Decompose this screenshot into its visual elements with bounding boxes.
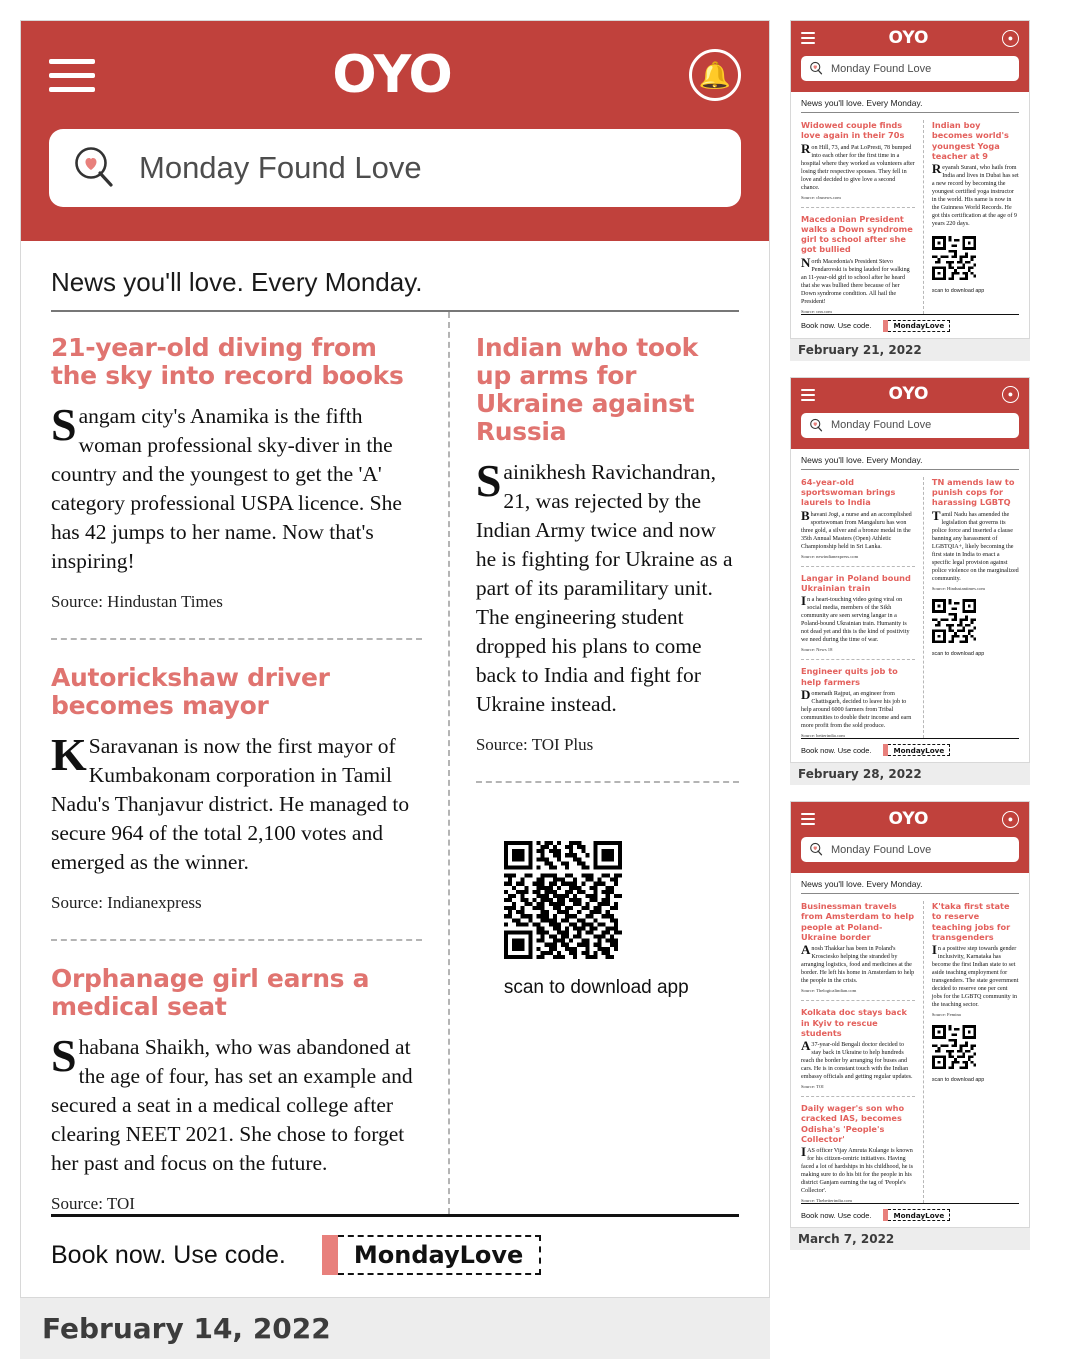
article-columns (801, 477, 1019, 738)
promo-code-text: MondayLove (888, 744, 950, 756)
oyo-logo: OYO (888, 27, 929, 48)
newsletter-thumb-feb-28[interactable] (790, 377, 1048, 785)
search-input-value[interactable]: Monday Found Love (831, 843, 932, 856)
article-source: Source: News 18 (801, 647, 833, 653)
newsletter-date-feb-14: February 14, 2022 (20, 1298, 770, 1359)
qr-caption: scan to download app (931, 650, 985, 657)
qr-code-icon (504, 841, 622, 959)
hamburger-line (801, 42, 815, 44)
article-item (801, 901, 915, 993)
article-source: Source: Thelogicalindian.com (801, 988, 857, 994)
left-article-column (801, 901, 924, 1203)
article-body: A37-year-old Bengali doctor decided to stay back in Ukraine to help hundreds reach the border by arranging for buses and cars. He is in constant touch with the Indian embassy officials and getting regular updates. (801, 1038, 913, 1081)
article-title: Businessman travels from Amsterdam to help people at Poland-Ukraine border (801, 901, 915, 942)
article-item (932, 901, 1019, 1017)
article-source: Source: Indianexpress (51, 893, 202, 913)
article-title: Widowed couple finds love again in their 70s (801, 120, 905, 141)
article-source: Source: cbsnews.com (801, 194, 841, 200)
right-article-column (924, 477, 1019, 738)
article-item (476, 334, 739, 755)
right-article-column (450, 312, 739, 1214)
search-input-value[interactable]: Monday Found Love (831, 419, 932, 432)
book-now-text: Book now. Use code. (801, 321, 872, 331)
promo-code-chip[interactable] (883, 1209, 950, 1221)
article-body: Tamil Nadu has amended the legislation that governs its police force and inserted a clause banning any harassment of LGBTQIA+, likely becoming the first state in India to enact a specific legal provision against police violence on the marginalized community. (931, 507, 1019, 582)
article-item (801, 214, 915, 314)
thumb-top-bar (801, 810, 1019, 828)
article-item (801, 120, 915, 200)
promo-code-text: MondayLove (888, 320, 950, 332)
newsletter-body (21, 241, 769, 1214)
qr-caption: scan to download app (931, 1077, 985, 1084)
hamburger-line (801, 823, 815, 825)
hamburger-line (49, 59, 95, 64)
hamburger-line (801, 813, 815, 815)
newsletter-card-feb-14 (20, 20, 770, 1298)
article-source: Source: betterindia.com (801, 733, 845, 739)
book-now-text: Book now. Use code. (801, 745, 872, 755)
article-columns (801, 901, 1019, 1203)
article-title: 64-year-old sportswoman brings laurels to India (801, 476, 896, 508)
promo-code-text: MondayLove (338, 1235, 541, 1275)
article-title: Daily wager's son who cracked IAS, becomes Odisha's 'People's Collector' (801, 1103, 905, 1144)
newsletter-date-mar-07: March 7, 2022 (790, 1228, 1030, 1250)
article-divider (801, 566, 915, 567)
qr-caption: scan to download app (931, 288, 985, 295)
thumb-header (791, 21, 1029, 92)
search-bar[interactable] (801, 56, 1019, 81)
article-item (801, 477, 915, 559)
article-item (51, 965, 422, 1214)
article-divider (51, 638, 422, 640)
tagline: News you'll love. Every Monday. (51, 257, 739, 312)
qr-block (932, 599, 1019, 657)
notification-bell-icon[interactable] (1002, 811, 1019, 828)
article-title: Autorickshaw driver becomes mayor (51, 663, 330, 721)
article-item (801, 1103, 915, 1203)
search-heart-icon (809, 842, 824, 857)
notification-bell-icon[interactable] (689, 49, 741, 101)
bell-glyph: ● (1007, 32, 1014, 43)
article-body: IAS officer Vijay Amruta Kulange is known for his citizen-centric initiatives. Having faced a lot of hardships in his childhood, he is making sure to do his bit for the people in his district Ganjam earning the tag of 'People's Collector'. (801, 1144, 914, 1195)
hamburger-line (49, 87, 95, 92)
promo-chip-bar (322, 1235, 338, 1275)
article-item (51, 334, 422, 612)
oyo-logo: OYO (888, 384, 929, 405)
book-now-text: Book now. Use code. (51, 1240, 286, 1269)
article-title: Indian who took up arms for Ukraine against Russia (475, 333, 698, 446)
article-divider (801, 1000, 915, 1001)
article-item (932, 120, 1019, 228)
article-divider (51, 939, 422, 941)
article-title: Engineer quits job to help farmers (801, 666, 898, 687)
article-divider (801, 207, 915, 208)
oyo-logo: OYO (888, 808, 929, 829)
article-divider (801, 1096, 915, 1097)
search-bar[interactable] (801, 837, 1019, 862)
book-now-text: Book now. Use code. (801, 1210, 872, 1220)
thumb-footer (801, 738, 1019, 762)
right-article-column (924, 120, 1019, 314)
thumb-header (791, 378, 1029, 449)
search-bar[interactable] (801, 413, 1019, 438)
article-body: Anosh Thakkar has been in Poland's Krosciesko helping the stranded by arranging logistics, food and medicines at the border. He left his home in Amsterdam to help the people in the crisis. (801, 942, 915, 985)
newsletter-thumb-mar-07[interactable] (790, 801, 1048, 1250)
hamburger-menu-icon[interactable] (801, 389, 815, 401)
article-body: Ron Hill, 73, and Pat LoPresti, 78 bumped into each other for the first time in a hospital where they worked as volunteers after losing their respective spouses. They fell in love and decided to give love a second chance. (801, 140, 915, 191)
thumbnail-column (790, 0, 1048, 1310)
thumb-body (791, 92, 1029, 314)
article-item (801, 573, 915, 653)
article-divider (476, 781, 739, 783)
article-body: Shabana Shaikh, who was abandoned at the age of four, has set an example and secured a seat in a medical college after clearing NEET 2021. She chose to forget her past and focus on the future. (51, 1030, 413, 1176)
left-article-column (801, 120, 924, 314)
article-body: KSaravanan is now the first mayor of Kumbakonam corporation in Tamil Nadu's Thanjavur district. He managed to secure 964 of the total 2,100 votes and emerged as the winner. (51, 729, 410, 875)
hamburger-line (801, 389, 815, 391)
article-title: K'taka first state to reserve teaching jobs for transgenders (931, 901, 1011, 942)
article-source: Source: TOI (51, 1194, 135, 1214)
article-source: Source: TOI (801, 1084, 824, 1090)
qr-block (932, 1025, 1019, 1083)
hamburger-line (801, 818, 815, 820)
article-body: In a positive step towards gender inclusivity, Karnataka has become the first Indian state to set aside teaching employment for transgenders. The state government decided to reserve one per cent jobs for the LGBTQ community in the teaching sector. (931, 942, 1019, 1009)
hamburger-menu-icon[interactable] (49, 59, 95, 92)
newsletter-thumb-feb-21[interactable] (790, 20, 1048, 361)
left-article-column (801, 477, 924, 738)
article-title: Langar in Poland bound Ukrainian train (801, 572, 911, 594)
thumb-header (791, 802, 1029, 873)
newsletter-date-feb-28: February 28, 2022 (790, 763, 1030, 785)
oyo-logo: OYO (332, 45, 452, 105)
left-article-column (51, 312, 450, 1214)
hamburger-line (801, 32, 815, 34)
article-title: Orphanage girl earns a medical seat (51, 964, 370, 1022)
article-source: Source: TOI Plus (475, 735, 594, 755)
hamburger-line (801, 37, 815, 39)
article-item (932, 477, 1019, 591)
search-heart-icon (71, 144, 119, 192)
article-body: Domenath Rajput, an engineer from Chattisgarh, decided to leave his job to help around 6000 farmers from Tribal communities to double their income and earn more profit from the sold produce. (801, 686, 912, 730)
tagline: News you'll love. Every Monday. (801, 98, 1019, 113)
newsletter-date-feb-21: February 21, 2022 (790, 339, 1030, 361)
article-source: Source: Thebetterindia.com (801, 1198, 852, 1204)
thumb-footer (801, 1203, 1019, 1227)
article-item (801, 666, 915, 738)
qr-block (932, 236, 1019, 294)
article-source: Source: Femina (931, 1012, 961, 1018)
thumb-top-bar (801, 386, 1019, 404)
notification-bell-icon[interactable] (1002, 30, 1019, 47)
hamburger-menu-icon[interactable] (801, 32, 815, 44)
thumb-top-bar (801, 29, 1019, 47)
search-input-value[interactable]: Monday Found Love (139, 150, 422, 185)
article-body: Reyansh Surani, who hails from India and lives in Dubai has set a new record by becoming the youngest certified yoga instructor in the world. His name is now in the Guinness World Records. He got this certification at the age of 9 years 220 days. (931, 161, 1019, 228)
article-columns (51, 312, 739, 1214)
article-title: 21-year-old diving from the sky into record books (51, 333, 404, 390)
article-source: Source: Hindustan Times (51, 592, 223, 612)
qr-caption: scan to download app (503, 977, 689, 999)
promo-code-text: MondayLove (888, 1209, 950, 1221)
notification-bell-icon[interactable] (1002, 386, 1019, 403)
tagline: News you'll love. Every Monday. (801, 455, 1019, 470)
search-bar[interactable] (49, 129, 741, 207)
search-heart-icon (809, 418, 824, 433)
hamburger-menu-icon[interactable] (801, 813, 815, 825)
search-heart-icon (809, 61, 824, 76)
thumb-body (791, 449, 1029, 738)
right-article-column (924, 901, 1019, 1203)
bell-glyph: ● (1007, 813, 1014, 824)
app-top-bar (49, 47, 741, 103)
newsletter-footer (51, 1214, 739, 1297)
article-source: Source: cnn.com (801, 308, 832, 314)
search-input-value[interactable]: Monday Found Love (831, 62, 932, 75)
article-columns (801, 120, 1019, 314)
article-body: In a heart-touching video going viral on social media, members of the Sikh community are seen serving langar in a Poland-bound Ukrainian train. Humanity is not dead yet and this is the kind of positivity we need during the time of war. (801, 593, 910, 644)
article-divider (801, 659, 915, 660)
article-item (801, 1007, 915, 1089)
qr-code-icon (932, 1025, 976, 1069)
article-body: Sangam city's Anamika is the fifth woman professional sky-diver in the country and the youngest to get the 'A' category professional USPA licence. She has 42 jumps to her name. Now that's inspiring! (51, 399, 402, 574)
promo-code-chip[interactable] (322, 1235, 541, 1275)
article-title: TN amends law to punish cops for harassing LGBTQ (931, 476, 1015, 508)
bell-glyph: 🔔 (698, 60, 732, 90)
thumb-card (790, 377, 1030, 763)
article-title: Macedonian President walks a Down syndrome girl to school after she got bullied (801, 213, 913, 255)
article-body: Bhavani Jogi, a nurse and an accomplished sportswoman from Mangaluru has won three gold, a silver and a bronze medal in the 35th Annual Masters (Open) Athletic Championship held in Sri Lanka. (801, 507, 912, 550)
article-source: Source: Hindustantimes.com (931, 585, 985, 591)
article-item (51, 664, 422, 913)
article-source: Source: newindianexpress.com (801, 553, 859, 559)
newsletter-header (21, 21, 769, 241)
bell-glyph: ● (1007, 389, 1014, 400)
thumb-footer (801, 314, 1019, 338)
qr-block (476, 841, 739, 1000)
tagline: News you'll love. Every Monday. (801, 879, 1019, 894)
thumb-card (790, 801, 1030, 1228)
hamburger-line (801, 399, 815, 401)
promo-code-chip[interactable] (883, 744, 950, 756)
hamburger-line (801, 394, 815, 396)
thumb-card (790, 20, 1030, 339)
qr-code-icon (932, 599, 976, 643)
article-title: Indian boy becomes world's youngest Yoga teacher at 9 (931, 120, 1009, 161)
qr-code-icon (932, 236, 976, 280)
article-body: North Macedonia's President Stevo Pendarovski is being lauded for walking an 11-year-old girl to school after he heard that she was bullied there because of her Down syndrome condition. All hail the President! (801, 254, 910, 305)
article-body: Sainikhesh Ravichandran, 21, was rejected by the Indian Army twice and now he is fighting for Ukraine as a part of its paramilitary unit. The engineering student dropped his plans to come back to India and fight for Ukraine instead. (475, 455, 733, 717)
article-title: Kolkata doc stays back in Kyiv to rescue students (801, 1007, 907, 1038)
thumb-body (791, 873, 1029, 1203)
hamburger-line (49, 73, 95, 78)
promo-code-chip[interactable] (883, 320, 950, 332)
